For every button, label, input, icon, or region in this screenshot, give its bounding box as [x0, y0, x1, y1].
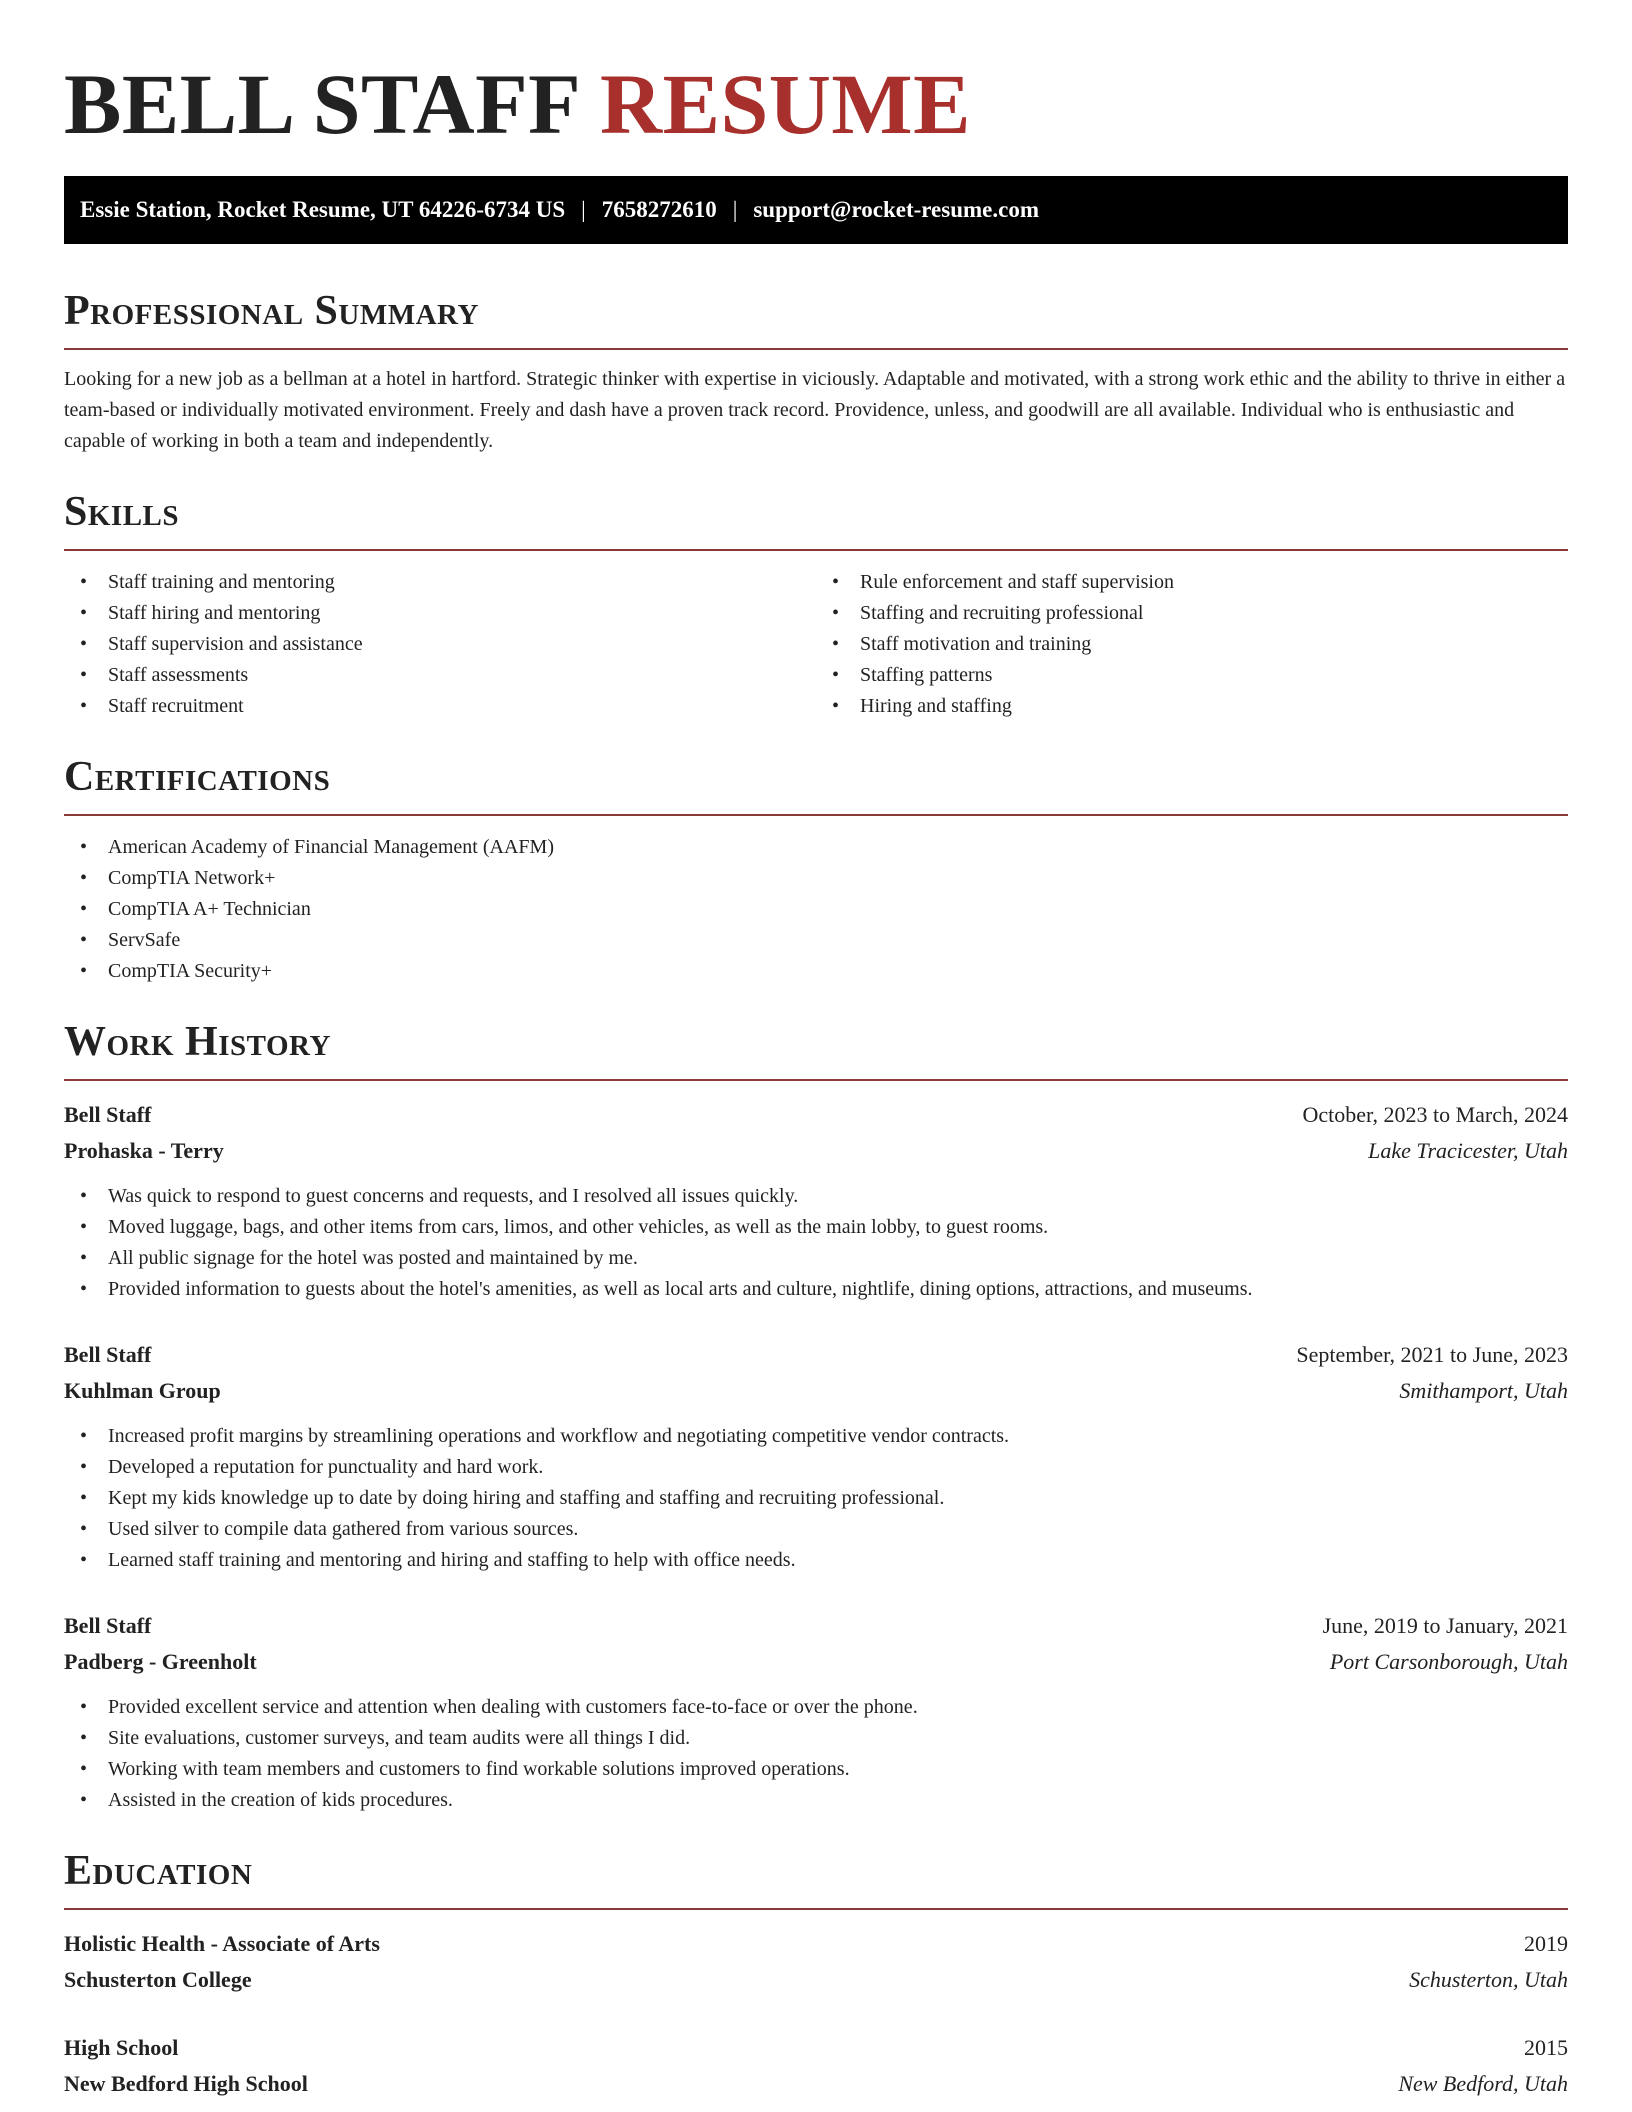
skills-list-right: [816, 567, 1568, 722]
job-title: Bell Staff: [64, 1342, 152, 1367]
job-title-row: [64, 1097, 1568, 1133]
contact-address: Essie Station, Rocket Resume, UT 64226-6734 US: [80, 197, 566, 222]
certification-item: • ServSafe: [64, 925, 1568, 956]
job-company-row: [64, 1373, 1568, 1409]
contact-separator: |: [581, 197, 586, 222]
skill-item: • Staff hiring and mentoring: [64, 598, 816, 629]
job-bullet: • Assisted in the creation of kids procedures.: [64, 1785, 1568, 1816]
title-main: BELL STAFF: [64, 56, 578, 152]
job-title: Bell Staff: [64, 1102, 152, 1127]
certifications-section: [64, 752, 1568, 987]
skill-item: • Staffing patterns: [816, 660, 1568, 691]
job-company: Prohaska - Terry: [64, 1138, 224, 1163]
job-bullets: [64, 1181, 1568, 1305]
education-year: 2015: [1524, 2035, 1568, 2060]
contact-separator: |: [732, 197, 738, 222]
education-location: New Bedford, Utah: [1398, 2071, 1568, 2096]
skills-list-left: [64, 567, 816, 722]
title-accent: RESUME: [600, 56, 971, 152]
certification-item: • American Academy of Financial Management (AAFM): [64, 832, 1568, 863]
education-degree-row: [64, 2030, 1568, 2066]
education-entry: [64, 1926, 1568, 1998]
resume-title: [64, 0, 1568, 154]
job-bullet: • Provided excellent service and attention when dealing with customers face-to-face or over the phone.: [64, 1692, 1568, 1723]
contact-bar: [64, 176, 1568, 244]
job-bullet: • Working with team members and customers to find workable solutions improved operations.: [64, 1754, 1568, 1785]
skills-columns: [64, 567, 1568, 722]
education-degree-row: [64, 1926, 1568, 1962]
education-school: Schusterton College: [64, 1967, 252, 1992]
skill-item: • Rule enforcement and staff supervision: [816, 567, 1568, 598]
summary-section: [64, 286, 1568, 457]
certifications-heading: Certifications: [64, 752, 1568, 816]
job-company: Kuhlman Group: [64, 1378, 221, 1403]
summary-text: Looking for a new job as a bellman at a hotel in hartford. Strategic thinker with expertise in viciously. Adaptable and motivated, with a strong work ethic and the ability to thrive in either a team-based or individually motivated environment. Freely and dash have a proven track record. Providence, unless, and goodwill are all available. Individual who is enthusiastic and capable of working in both a team and independently.: [64, 368, 1566, 452]
skill-item: • Staffing and recruiting professional: [816, 598, 1568, 629]
job-bullet: • Kept my kids knowledge up to date by doing hiring and staffing and staffing and recruiting professional.: [64, 1483, 1568, 1514]
job-bullets: [64, 1692, 1568, 1816]
contact-phone: 7658272610: [601, 197, 717, 222]
education-heading: Education: [64, 1846, 1568, 1910]
job-location: Port Carsonborough, Utah: [1329, 1649, 1568, 1674]
job-location: Smithamport, Utah: [1399, 1378, 1568, 1403]
education-year: 2019: [1524, 1931, 1568, 1956]
job-title-row: [64, 1337, 1568, 1373]
job-bullet: • Provided information to guests about the hotel's amenities, as well as local arts and culture, nightlife, dining options, attractions, and museums.: [64, 1274, 1568, 1305]
job-bullet: • Was quick to respond to guest concerns and requests, and I resolved all issues quickly.: [64, 1181, 1568, 1212]
job-entry: [64, 1608, 1568, 1816]
job-dates: June, 2019 to January, 2021: [1322, 1613, 1568, 1638]
job-bullet: • Developed a reputation for punctuality and hard work.: [64, 1452, 1568, 1483]
skill-item: • Hiring and staffing: [816, 691, 1568, 722]
certification-item: • CompTIA Network+: [64, 863, 1568, 894]
summary-heading: Professional Summary: [64, 286, 1568, 350]
job-bullets: [64, 1421, 1568, 1576]
job-company-row: [64, 1644, 1568, 1680]
work-history-heading: Work History: [64, 1017, 1568, 1081]
job-location: Lake Tracicester, Utah: [1368, 1138, 1568, 1163]
job-entry: [64, 1097, 1568, 1305]
education-section: [64, 1846, 1568, 2102]
job-title: Bell Staff: [64, 1613, 152, 1638]
skill-item: • Staff recruitment: [64, 691, 816, 722]
certification-item: • CompTIA Security+: [64, 956, 1568, 987]
contact-email: support@rocket-resume.com: [753, 197, 1039, 222]
skills-heading: Skills: [64, 487, 1568, 551]
job-bullet: • Increased profit margins by streamlining operations and workflow and negotiating competitive vendor contracts.: [64, 1421, 1568, 1452]
skill-item: • Staff motivation and training: [816, 629, 1568, 660]
skill-item: • Staff supervision and assistance: [64, 629, 816, 660]
job-dates: September, 2021 to June, 2023: [1296, 1342, 1568, 1367]
job-bullet: • Moved luggage, bags, and other items from cars, limos, and other vehicles, as well as the main lobby, to guest rooms.: [64, 1212, 1568, 1243]
education-degree: Holistic Health - Associate of Arts: [64, 1931, 380, 1956]
job-bullet: • Site evaluations, customer surveys, and team audits were all things I did.: [64, 1723, 1568, 1754]
education-degree: High School: [64, 2035, 179, 2060]
certification-item: • CompTIA A+ Technician: [64, 894, 1568, 925]
job-company: Padberg - Greenholt: [64, 1649, 257, 1674]
job-bullet: • All public signage for the hotel was posted and maintained by me.: [64, 1243, 1568, 1274]
skills-section: [64, 487, 1568, 722]
skill-item: • Staff training and mentoring: [64, 567, 816, 598]
skill-item: • Staff assessments: [64, 660, 816, 691]
certifications-list: [64, 832, 1568, 987]
job-title-row: [64, 1608, 1568, 1644]
education-school-row: [64, 1962, 1568, 1998]
work-history-section: [64, 1017, 1568, 1816]
education-entry: [64, 2030, 1568, 2102]
job-dates: October, 2023 to March, 2024: [1302, 1102, 1568, 1127]
education-school: New Bedford High School: [64, 2071, 308, 2096]
job-bullet: • Used silver to compile data gathered from various sources.: [64, 1514, 1568, 1545]
job-company-row: [64, 1133, 1568, 1169]
job-bullet: • Learned staff training and mentoring and hiring and staffing to help with office needs.: [64, 1545, 1568, 1576]
job-entry: [64, 1337, 1568, 1576]
education-location: Schusterton, Utah: [1409, 1967, 1568, 1992]
education-school-row: [64, 2066, 1568, 2102]
